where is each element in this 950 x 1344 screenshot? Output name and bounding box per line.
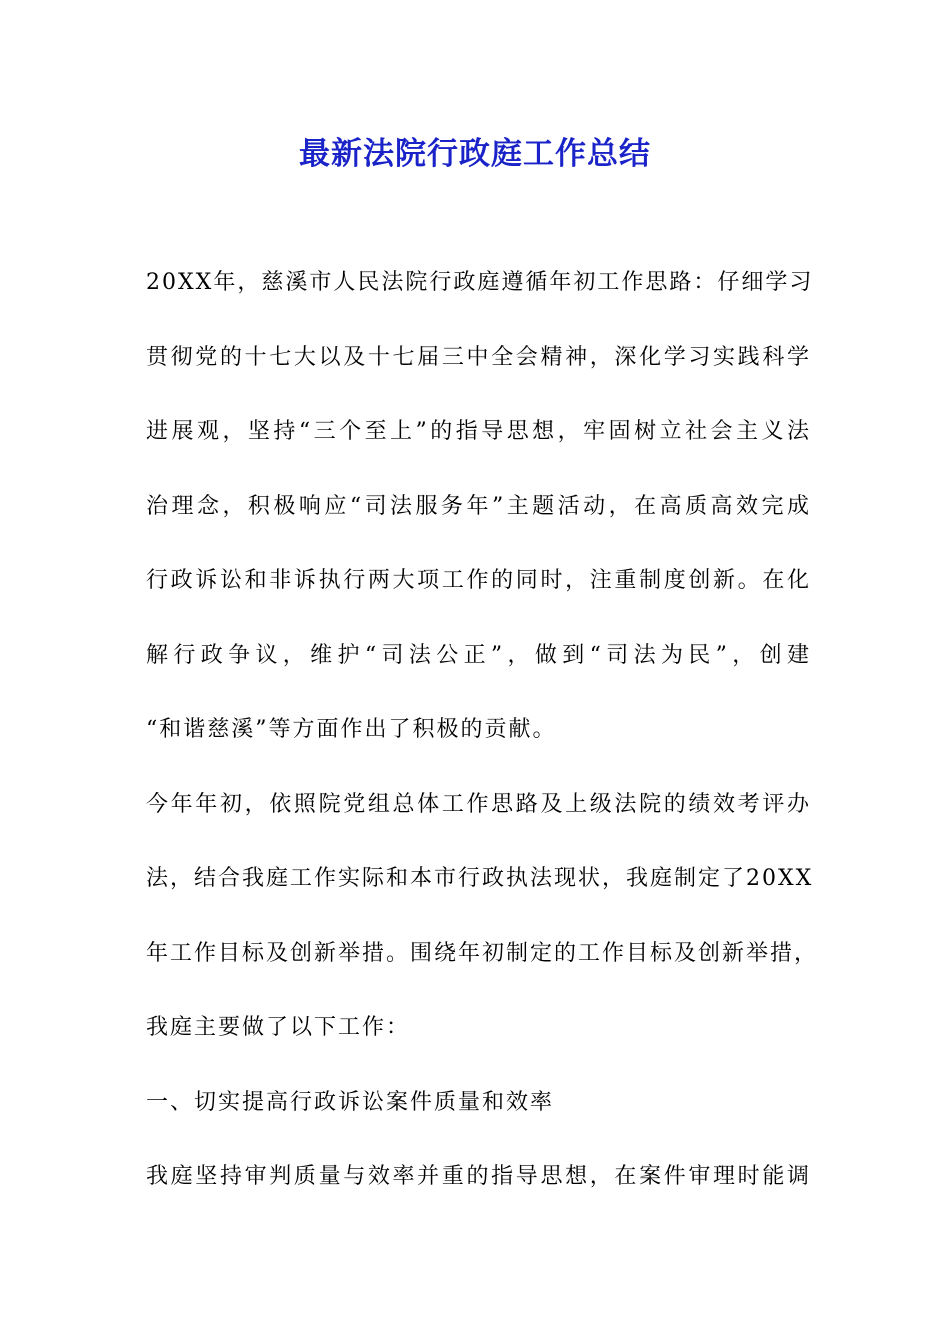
body-line-5: 行政诉讼和非诉执行两大项工作的同时，注重制度创新。在化 [146, 568, 811, 593]
body-line-13: 我庭坚持审判质量与效率并重的指导思想，在案件审理时能调 [146, 1164, 811, 1189]
body-line-7: “和谐慈溪”等方面作出了积极的贡献。 [146, 717, 557, 742]
section-heading-1: 一、切实提高行政诉讼案件质量和效率 [146, 1089, 555, 1115]
body-line-10: 年工作目标及创新举措。围绕年初制定的工作目标及创新举措， [146, 940, 819, 966]
body-line-9: 法，结合我庭工作实际和本市行政执法现状，我庭制定了20XX [146, 866, 814, 891]
document-body [146, 258, 819, 1227]
body-line-2: 贯彻党的十七大以及十七届三中全会精神，深化学习实践科学 [146, 344, 811, 370]
body-line-3: 进展观，坚持“三个至上”的指导思想，牢固树立社会主义法 [146, 419, 811, 444]
document-title: 最新法院行政庭工作总结 [299, 136, 651, 172]
body-line-1: 20XX年，慈溪市人民法院行政庭遵循年初工作思路：仔细学习 [146, 270, 814, 295]
body-line-11: 我庭主要做了以下工作： [146, 1015, 411, 1040]
body-line-6: 解行政争议，维护“司法公正”，做到“司法为民”，创建 [146, 642, 811, 668]
body-line-8: 今年年初，依照院党组总体工作思路及上级法院的绩效考评办 [146, 791, 811, 817]
body-line-4: 治理念，积极响应“司法服务年”主题活动，在高质高效完成 [146, 493, 811, 519]
